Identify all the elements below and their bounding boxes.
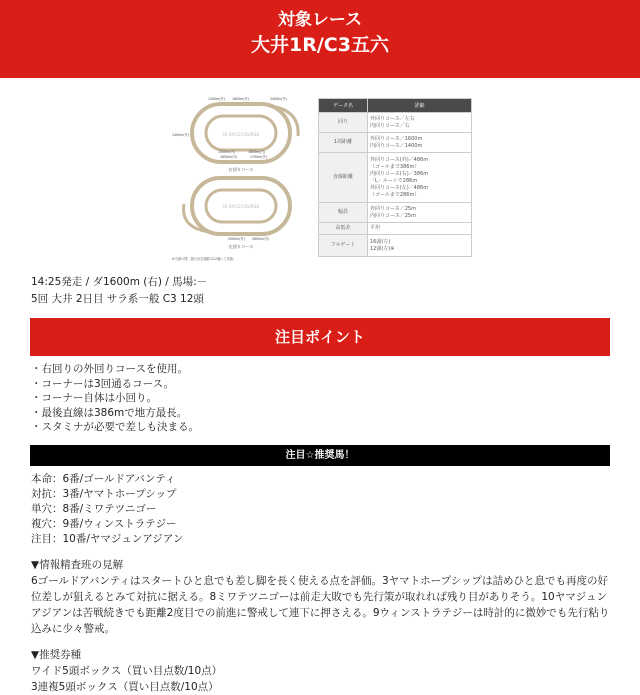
course-note: ※当面の間、最大出走頭数は12頭にて実施。 [172, 257, 237, 261]
course-section [0, 88, 640, 268]
watermark-left: OI RACECOURSE [222, 205, 260, 210]
course-map [170, 96, 310, 266]
table-value: 外回りコース／1600m 内回りコース／1400m [368, 133, 472, 153]
race-info-line1: 14:25発走 / ダ1600m (右) / 馬場:－ [31, 276, 208, 288]
pick-tanana: 単穴：8番/ミワテツニゴー [31, 502, 157, 515]
table-key: 直線距離 [319, 153, 368, 203]
table-key: 回り [319, 113, 368, 133]
header-banner [0, 0, 640, 78]
course-data-table [318, 98, 472, 257]
list-item: ・右回りの外回りコースを使用。 [31, 363, 188, 375]
table-value: 外回りコース／左右 内回りコース／右 [368, 113, 472, 133]
label-1200: 1200m(外) [208, 97, 225, 101]
race-info-line2: 5回 大井 2日目 サラ系一般 C3 12頭 [31, 293, 204, 305]
tickets-heading: ▼推奨券種 [31, 648, 82, 661]
race-info [31, 274, 640, 308]
ticket-item: 3連複5頭ボックス（買い目点数/10点） [31, 680, 219, 693]
table-row [319, 235, 472, 257]
race-name: 大井1R/C3五六 [251, 34, 389, 56]
pick-honmei: 本命：6番/ゴールドアバンティ [31, 472, 176, 485]
pick-chuumoku: 注目：10番/ヤマジュンアジアン [31, 532, 184, 545]
left-course-label: 左回りコース [228, 244, 254, 249]
table-key: 幅員 [319, 203, 368, 223]
table-row [319, 113, 472, 133]
label-1700: 1700m(外) [250, 155, 267, 159]
table-row [319, 203, 472, 223]
attention-heading: 注目ポイント [30, 318, 610, 356]
list-item: ・コーナー自体は小回り。 [31, 392, 157, 404]
table-row [319, 133, 472, 153]
table-header-name: データ名 [319, 99, 368, 113]
analysis-heading: ▼情報精査班の見解 [31, 558, 124, 571]
ticket-item: ワイド5頭ボックス（買い目点数/10点） [31, 664, 223, 677]
table-key: 1周距離 [319, 133, 368, 153]
label-1500: 1500m(内) [218, 150, 235, 154]
table-key: フルゲート [319, 235, 368, 257]
table-value: 外回りコース／25m 内回りコース／25m [368, 203, 472, 223]
table-key: 高低差 [319, 223, 368, 235]
label-1800: 1800m(内) [248, 150, 265, 154]
analysis-section [31, 557, 610, 637]
right-course-label: 右回りコース [228, 167, 254, 172]
recommend-heading: 注目☆推奨馬！ [30, 445, 610, 466]
label-2400: 2400m(外) [270, 97, 287, 101]
table-row [319, 223, 472, 235]
tickets-section [31, 647, 610, 695]
label-1600: 1600m(外) [232, 97, 249, 101]
table-row [319, 153, 472, 203]
table-value: 16頭(左) 12頭(左)※ [368, 235, 472, 257]
attention-points [31, 362, 640, 435]
label-2000: 2000m(外) [228, 237, 245, 241]
list-item: ・スタミナが必要で差しも決まる。 [31, 421, 199, 433]
list-item: ・コーナーは3回通るコース。 [31, 377, 174, 390]
header-title: 対象レース [277, 10, 363, 30]
pick-fukuana: 複穴：9番/ウィンストラテジー [31, 517, 177, 530]
watermark-right: OI RACECOURSE [222, 133, 260, 138]
analysis-text: 6ゴールドアバンティはスタートひと息でも差し脚を長く使える点を評価。3ヤマトホープシップは詰めひと息でも再度の好位差しが狙えるとみて対抗に据える。8ミワテツニゴーは前走大敗でも先行策が取れれば残り目がありそう。10ヤマジュンアジアンは苦戦続きでも距離2度目での前進に警戒して連下に押さえる。9ウィンストラテジーは時計的に微妙でも先行粘り込みに少々警戒。 [31, 574, 610, 635]
label-1400: 1400m(外) [172, 133, 189, 137]
pick-taikou: 対抗：3番/ヤマトホープシップ [31, 487, 177, 500]
list-item: ・最後直線は386mで地方最長。 [31, 406, 188, 419]
label-2600: 2600m(内) [252, 237, 269, 241]
recommend-picks [31, 472, 640, 547]
table-value: 平坦 [368, 223, 472, 235]
label-1650: 1650m(内) [220, 155, 237, 159]
table-header-detail: 詳細 [368, 99, 472, 113]
table-value: 外回りコース(外)／486m （ゴールまで386m） 内回りコース(右)／386m 「L」ルートで286m 外回りコース(左)／486m （ゴールまで286m） [368, 153, 472, 203]
